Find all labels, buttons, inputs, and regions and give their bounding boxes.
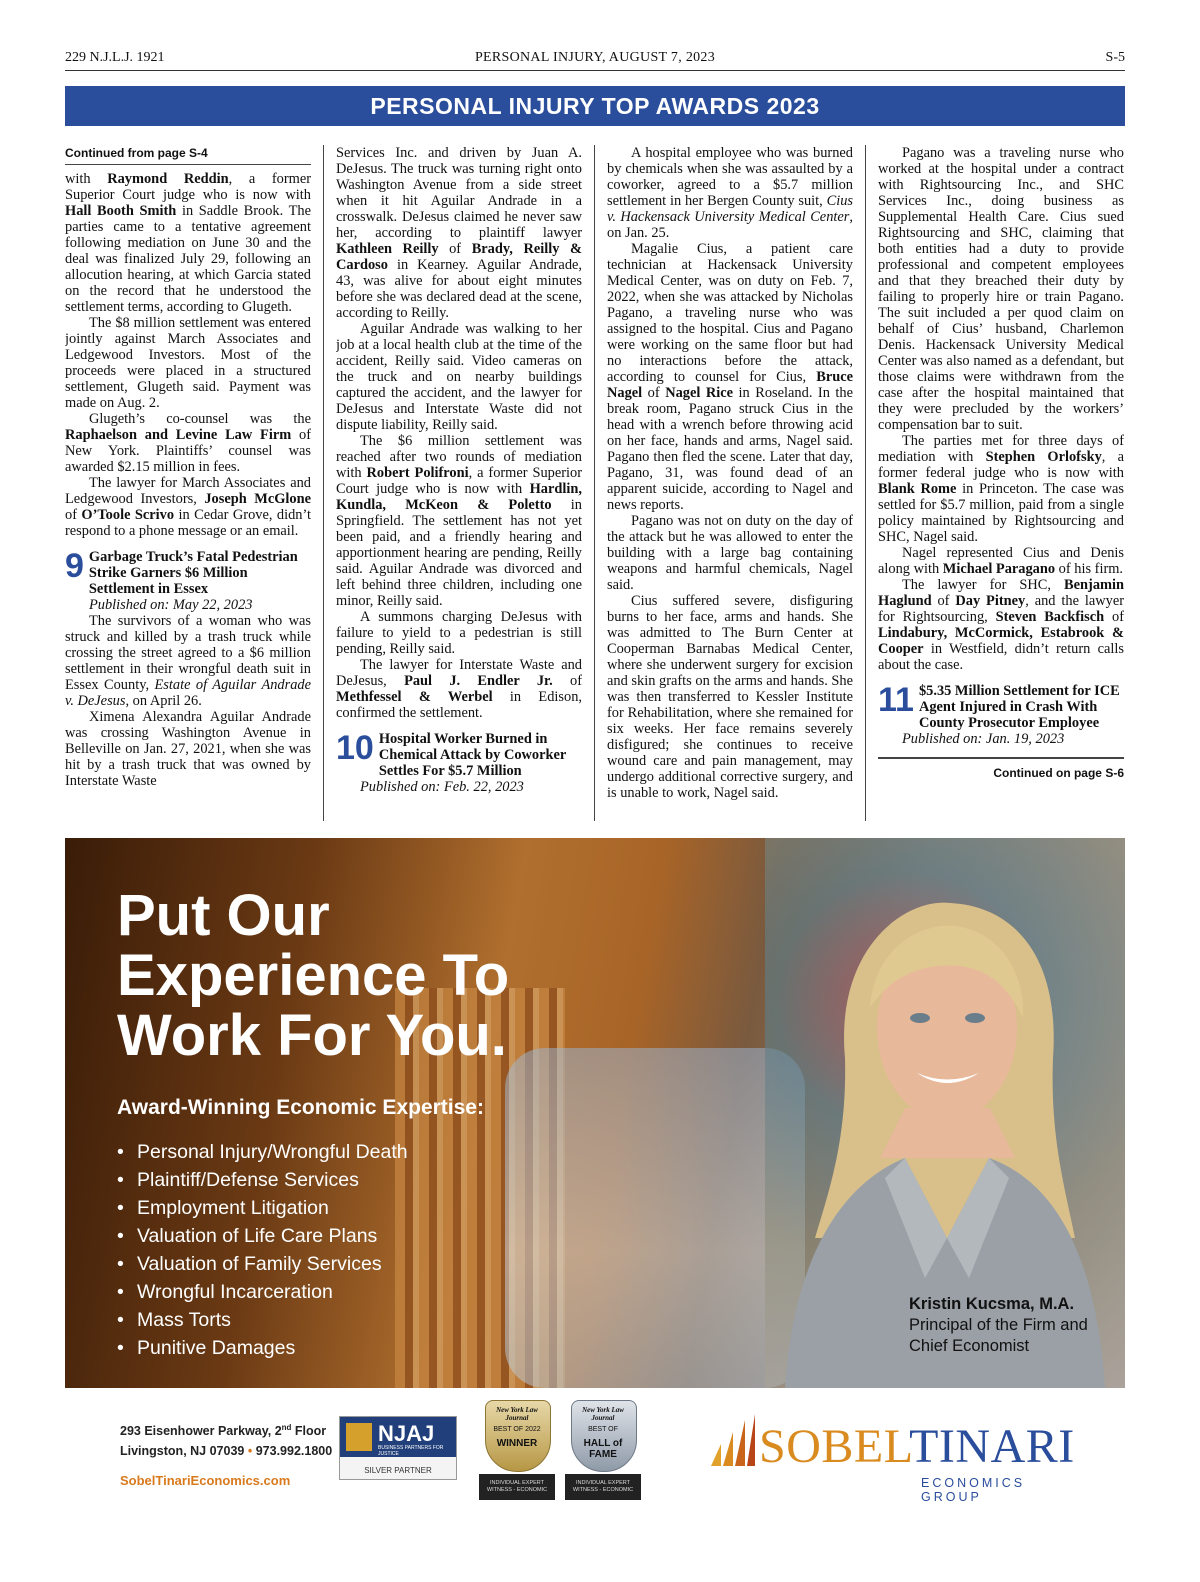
paragraph: Glugeth’s co-counsel was the Raphaelson and Levine Law Firm of New York. Plaintiffs’ counsel was awarded $2.15 million in fees. xyxy=(65,411,311,475)
paragraph: Magalie Cius, a patient care technician at Hackensack University Medical Center, was on duty on Feb. 7, 2022, when she was attacked by Nicholas Pagano, a traveling nurse who was assigned to the hospital. Cius and Pagano were working on the same floor but had no interactions before the attack, according to counsel for Cius, Bruce Nagel of Nagel Rice in Roseland. In the break room, Pagano struck Cius in the head with a wrench before throwing acid on her face, hands and arms, Nagel said. Pagano then fled the scene. Later that day, Pagano, 31, was found dead of an apparent suicide, according to Nagel and news reports. xyxy=(607,241,853,513)
column-rule xyxy=(865,145,866,821)
paragraph: with Raymond Reddin, a former Superior Court judge who is now with Hall Booth Smith in Saddle Brook. The parties came to a tentative agreement following mediation on June 30 and the deal was finalized July 29, following an allocution hearing, at which Garcia stated on the record that he understood the settlement terms, according to Glugeth. xyxy=(65,171,311,315)
bullet: • xyxy=(117,1309,124,1331)
paragraph: The parties met for three days of mediation with Stephen Orlofsky, a former federal judge who is now with Blank Rome in Princeton. The case was settled for $5.7 million, paid from a single policy maintained by Rightsourcing and SHC, Nagel said. xyxy=(878,433,1124,545)
ad-tagline: Award-Winning Economic Expertise: xyxy=(117,1096,484,1119)
published-date: Published on: Jan. 19, 2023 xyxy=(902,731,1065,747)
published-date: Published on: Feb. 22, 2023 xyxy=(360,779,524,795)
njaj-badge: NJAJ BUSINESS PARTNERS FOR JUSTICE SILVER PARTNER xyxy=(339,1416,457,1480)
paragraph: A summons charging DeJesus with failure to yield to a pedestrian is still pending, Reilly said. xyxy=(336,609,582,657)
bullet: • xyxy=(117,1253,124,1275)
citation: 229 N.J.L.J. 1921 xyxy=(65,50,165,65)
column-4 xyxy=(878,145,1124,821)
story-number: 11 xyxy=(878,681,914,719)
story-number: 10 xyxy=(336,729,374,767)
story-heading xyxy=(336,731,582,779)
city-phone: Livingston, NJ 07039 • 973.992.1800 xyxy=(120,1444,333,1459)
paragraph: Pagano was not on duty on the day of the attack but he was allowed to enter the building with a large bag containing weapons and harmful chemicals, Nagel said. xyxy=(607,513,853,593)
paragraph: The lawyer for SHC, Benjamin Haglund of Day Pitney, and the lawyer for Rightsourcing, Steven Backfisch of Lindabury, McCormick, Estabrook & Cooper in Westfield, didn’t return calls about the case. xyxy=(878,577,1124,673)
bullet: • xyxy=(117,1141,124,1163)
story-title: Hospital Worker Burned in Chemical Attack by Coworker Settles For $5.7 Million xyxy=(378,731,567,779)
paragraph: Ximena Alexandra Aguilar Andrade was crossing Washington Avenue in Belleville on Jan. 27, 2021, when she was hit by a trash truck that was owned by Interstate Waste xyxy=(65,709,311,789)
street-address: 293 Eisenhower Parkway, 2nd Floor xyxy=(120,1423,327,1439)
paragraph: The lawyer for Interstate Waste and DeJesus, Paul J. Endler Jr. of Methfessel & Werbel in Edison, confirmed the settlement. xyxy=(336,657,582,721)
service-item: • Valuation of Life Care Plans xyxy=(117,1222,408,1250)
column-1 xyxy=(65,145,311,821)
service-item: • Employment Litigation xyxy=(117,1194,408,1222)
published-date: Published on: May 22, 2023 xyxy=(89,597,253,613)
column-rule xyxy=(323,145,324,821)
bullet: • xyxy=(117,1197,124,1219)
sobel-tinari-logo xyxy=(711,1410,1091,1504)
portrait-caption xyxy=(909,1294,1088,1357)
continued-on: Continued on page S-6 xyxy=(878,757,1124,781)
section-date: PERSONAL INJURY, AUGUST 7, 2023 xyxy=(474,50,716,65)
advertisement xyxy=(65,838,1125,1388)
page-number: S-5 xyxy=(1105,50,1125,65)
service-item: • Valuation of Family Services xyxy=(117,1250,408,1278)
paragraph: Aguilar Andrade was walking to her job at a local health club at the time of the accident, Reilly said. Video cameras on the truck and on nearby buildings captured the accident, and the lawyer for DeJesus and Interstate Waste did not dispute liability, Reilly said. xyxy=(336,321,582,433)
services-list xyxy=(117,1138,408,1362)
bar-chart-logo-icon xyxy=(711,1414,755,1466)
paragraph: A hospital employee who was burned by chemicals when she was assaulted by a coworker, agreed to a $5.7 million settlement in her Bergen County suit, Cius v. Hackensack University Medical Center, on Jan. 25. xyxy=(607,145,853,241)
logo-subtitle: ECONOMICS GROUP xyxy=(921,1476,1026,1504)
story-heading xyxy=(878,683,1124,731)
service-item: • Plaintiff/Defense Services xyxy=(117,1166,408,1194)
sky-image xyxy=(505,1048,805,1388)
paragraph: Pagano was a traveling nurse who worked at the hospital under a contract with Rightsourcing Inc., and SHC Services Inc., doing business as Supplemental Health Care. Cius sued Rightsourcing and SHC, claiming that both entities had a duty to provide professional and competent employees and that they breached their duty by failing to properly hire or train Pagano. The suit included a per quod claim on behalf of Cius’ husband, Charlemon Denis. Hackensack University Medical Center was also named as a defendant, but those claims were withdrawn from the case after the hospital maintained that they were precluded by the workers’ compensation bar to suit. xyxy=(878,145,1124,433)
story-heading xyxy=(65,549,311,597)
column-2 xyxy=(336,145,582,821)
service-item: • Personal Injury/Wrongful Death xyxy=(117,1138,408,1166)
story-title: $5.35 Million Settlement for ICE Agent Injured in Crash With County Prosecutor Employee xyxy=(918,683,1120,731)
paragraph: Services Inc. and driven by Juan A. DeJesus. The truck was turning right onto Washington Avenue from a side street when it hit Aguilar Andrade in a crosswalk. DeJesus claimed he never saw her, according to plaintiff lawyer Kathleen Reilly of Brady, Reilly & Cardoso in Kearney. Aguilar Andrade, 43, was alive for about eight minutes before she was declared dead at the scene, according to Reilly. xyxy=(336,145,582,321)
nylj-winner-badge: New York Law Journal BEST OF 2022 WINNER INDIVIDUAL EXPERT WITNESS - ECONOMIC xyxy=(479,1400,555,1500)
paragraph: The $8 million settlement was entered jointly against March Associates and Ledgewood Investors. Most of the proceeds were placed in a structured settlement, Glugeth said. Payment was made on Aug. 2. xyxy=(65,315,311,411)
service-item: • Punitive Damages xyxy=(117,1334,408,1362)
bullet: • xyxy=(117,1169,124,1191)
bullet: • xyxy=(117,1281,124,1303)
ad-headline: Put Our Experience To Work For You. xyxy=(117,883,510,1068)
section-banner: PERSONAL INJURY TOP AWARDS 2023 xyxy=(65,86,1125,126)
paragraph: The lawyer for March Associates and Ledgewood Investors, Joseph McGlone of O’Toole Scrivo in Cedar Grove, didn’t respond to a phone message or an email. xyxy=(65,475,311,539)
logo-wordmark: SOBELTINARI xyxy=(759,1420,1075,1473)
column-rule xyxy=(594,145,595,821)
bullet: • xyxy=(117,1225,124,1247)
paragraph: The survivors of a woman who was struck and killed by a trash truck while crossing the street agreed to a $6 million settlement in their wrongful death suit in Essex County, Estate of Aguilar Andrade v. DeJesus, on April 26. xyxy=(65,613,311,709)
paragraph: Nagel represented Cius and Denis along with Michael Paragano of his firm. xyxy=(878,545,1124,577)
address-block xyxy=(120,1418,332,1491)
nylj-hall-of-fame-badge: New York Law Journal BEST OF HALL of FAME INDIVIDUAL EXPERT WITNESS - ECONOMIC xyxy=(565,1400,641,1500)
service-item: • Wrongful Incarceration xyxy=(117,1278,408,1306)
bullet: • xyxy=(117,1337,124,1359)
website-link[interactable]: SobelTinariEconomics.com xyxy=(120,1473,291,1489)
column-3 xyxy=(607,145,853,821)
scales-icon xyxy=(346,1423,372,1451)
running-head xyxy=(65,48,1125,71)
paragraph: The $6 million settlement was reached after two rounds of mediation with Robert Polifroni, a former Superior Court judge who is now with Hardlin, Kundla, McKeon & Poletto in Springfield. The settlement has not yet been paid, and a friendly hearing and apportionment hearing are pending, Reilly said. Aguilar Andrade was divorced and left behind three children, including one minor, Reilly said. xyxy=(336,433,582,609)
ad-footer xyxy=(65,1390,1125,1510)
caption-role: Chief Economist xyxy=(909,1337,1030,1355)
continued-from: Continued from page S-4 xyxy=(65,145,311,165)
caption-name: Kristin Kucsma, M.A. xyxy=(909,1295,1075,1313)
service-item: • Mass Torts xyxy=(117,1306,408,1334)
paragraph: Cius suffered severe, disfiguring burns to her face, arms and hands. She was admitted to The Burn Center at Cooperman Barnabas Medical Center, where she underwent surgery for excision and skin grafts on the arms and hands. She was then transferred to Kessler Institute for Rehabilitation, where she remained for six weeks. Her face remains severely disfigured; she continues to receive wound care and pain management, may undergo additional corrective surgery, and is unable to work, Nagel said. xyxy=(607,593,853,801)
story-number: 9 xyxy=(65,547,84,585)
story-title: Garbage Truck’s Fatal Pedestrian Strike Garners $6 Million Settlement in Essex xyxy=(88,549,298,597)
caption-role: Principal of the Firm and xyxy=(909,1316,1088,1334)
